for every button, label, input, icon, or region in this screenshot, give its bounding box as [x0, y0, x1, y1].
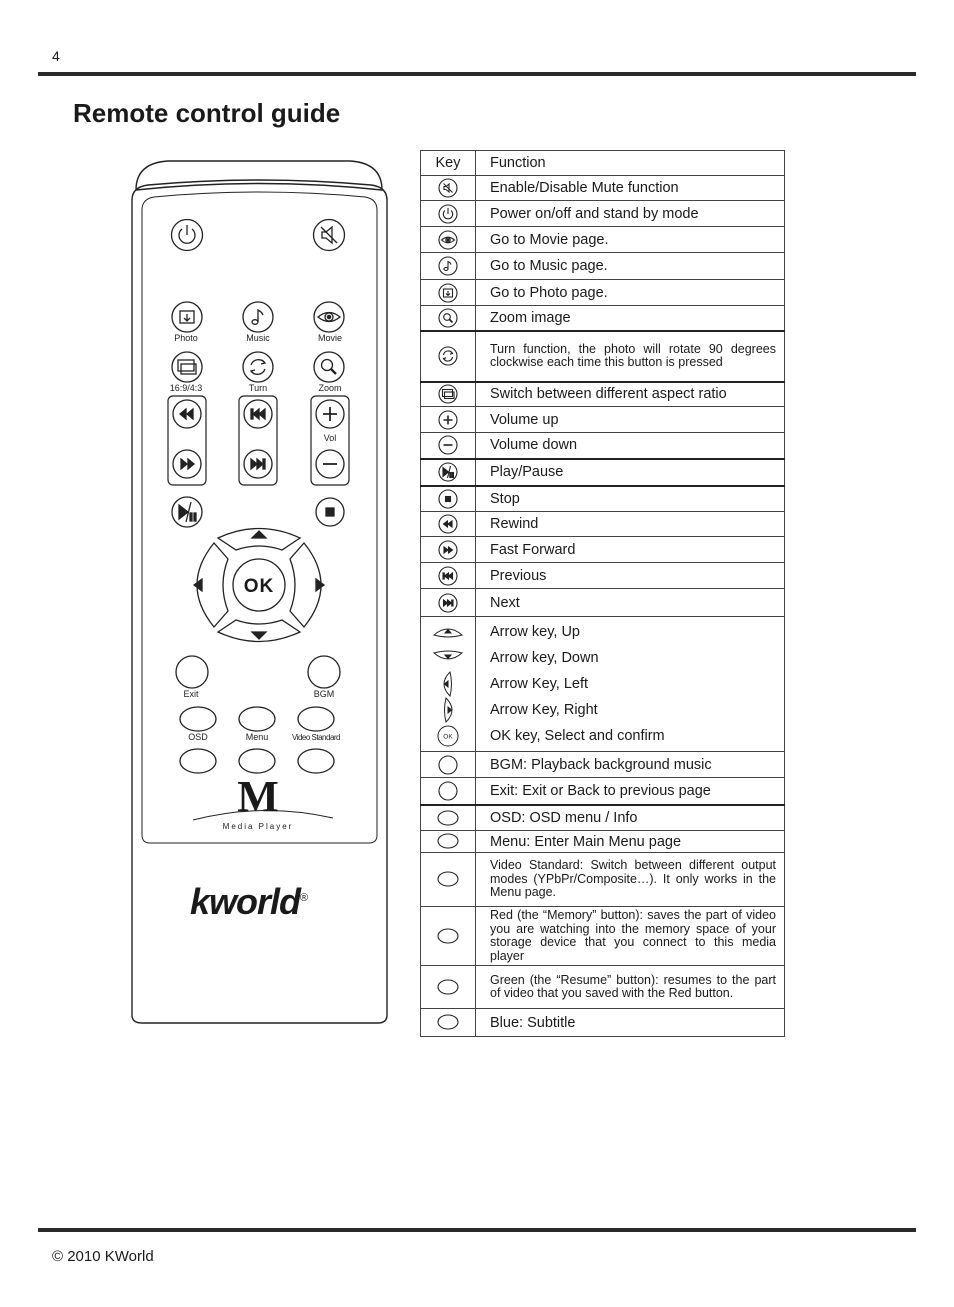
- function-cell: Exit: Exit or Back to previous page: [476, 778, 785, 805]
- oval-button-icon: [437, 1014, 459, 1030]
- function-cell: Go to Movie page.: [476, 227, 785, 253]
- table-row: [421, 433, 785, 459]
- movie-eye-icon: [438, 230, 458, 250]
- photo-label: Photo: [174, 333, 198, 343]
- key-cell: [421, 907, 476, 966]
- previous-button[interactable]: [243, 399, 273, 429]
- function-cell: Go to Photo page.: [476, 280, 785, 306]
- function-cell: Green (the “Resume” button): resumes to the part of video that you saved with the Red button.: [476, 966, 785, 1009]
- key-cell: [421, 752, 476, 778]
- table-row: [421, 382, 785, 407]
- function-cell: Next: [476, 589, 785, 617]
- oval-button-icon: [437, 810, 459, 826]
- turn-button[interactable]: [242, 351, 274, 383]
- key-cell: [421, 201, 476, 227]
- function-cell: Volume down: [476, 433, 785, 459]
- table-row: [421, 907, 785, 966]
- play-pause-icon: [438, 462, 458, 482]
- plus-icon: [438, 410, 458, 430]
- zoom-button[interactable]: [313, 351, 345, 383]
- power-button[interactable]: [170, 218, 204, 252]
- volume-up-button[interactable]: [315, 399, 345, 429]
- table-row: [421, 805, 785, 831]
- key-cell: [421, 617, 476, 752]
- oval-button-icon: [437, 928, 459, 944]
- table-row: [421, 306, 785, 331]
- table-row: [421, 778, 785, 805]
- function-cell: [476, 617, 785, 752]
- oval-button-icon: [437, 833, 459, 849]
- bgm-label: BGM: [313, 689, 335, 699]
- function-cell: Stop: [476, 486, 785, 512]
- key-cell: [421, 831, 476, 853]
- minus-icon: [438, 435, 458, 455]
- key-cell: [421, 459, 476, 486]
- arrow-function-text: Arrow Key, Right: [490, 702, 598, 718]
- arrow-function-text: Arrow key, Down: [490, 650, 599, 666]
- next-button[interactable]: [243, 449, 273, 479]
- key-cell: [421, 805, 476, 831]
- table-row: [421, 407, 785, 433]
- vol-label: Vol: [323, 433, 337, 443]
- key-cell: [421, 306, 476, 331]
- key-cell: [421, 1009, 476, 1037]
- key-cell: [421, 853, 476, 907]
- key-cell: [421, 966, 476, 1009]
- table-row: [421, 176, 785, 201]
- red-button[interactable]: [179, 748, 217, 774]
- fast-forward-button[interactable]: [172, 449, 202, 479]
- function-cell: Blue: Subtitle: [476, 1009, 785, 1037]
- key-cell: [421, 382, 476, 407]
- table-row: [421, 253, 785, 280]
- aspect-ratio-button[interactable]: [171, 351, 203, 383]
- arrow-right-icon: [432, 697, 464, 723]
- key-cell: [421, 778, 476, 805]
- aspect-label: 16:9/4:3: [169, 383, 203, 393]
- menu-button[interactable]: [238, 706, 276, 732]
- table-row: [421, 563, 785, 589]
- photo-button[interactable]: [171, 301, 203, 333]
- menu-label: Menu: [245, 732, 269, 742]
- turn-label: Turn: [248, 383, 268, 393]
- table-row: [421, 486, 785, 512]
- arrow-function-text: Arrow Key, Left: [490, 676, 589, 692]
- table-row: [421, 589, 785, 617]
- function-cell: Rewind: [476, 512, 785, 537]
- function-header: Function: [476, 151, 785, 176]
- key-cell: [421, 563, 476, 589]
- function-cell: Fast Forward: [476, 537, 785, 563]
- table-row: [421, 853, 785, 907]
- function-cell: Red (the “Memory” button): saves the part of video you are watching into the memory space of your storage device that you connect to this media player: [476, 907, 785, 966]
- video-standard-button[interactable]: [297, 706, 335, 732]
- arrow-function-text: OK key, Select and confirm: [490, 728, 665, 744]
- arrow-function-text: Arrow key, Up: [490, 624, 580, 640]
- key-cell: [421, 512, 476, 537]
- key-cell: [421, 589, 476, 617]
- stop-icon: [438, 489, 458, 509]
- key-cell: [421, 176, 476, 201]
- key-cell: [421, 253, 476, 280]
- table-row: [421, 831, 785, 853]
- key-cell: [421, 433, 476, 459]
- table-row: [421, 537, 785, 563]
- arrow-down-icon: [432, 645, 464, 671]
- green-button[interactable]: [238, 748, 276, 774]
- remote-control-illustration: [128, 155, 391, 1025]
- table-row-arrow-keys: [421, 617, 785, 752]
- key-function-table: [420, 150, 785, 1037]
- function-cell: Enable/Disable Mute function: [476, 176, 785, 201]
- oval-button-icon: [437, 871, 459, 887]
- mute-icon: [438, 178, 458, 198]
- table-row: [421, 459, 785, 486]
- function-cell: Volume up: [476, 407, 785, 433]
- ok-key-icon: [432, 723, 464, 749]
- page-number: 4: [52, 48, 60, 64]
- table-row: [421, 752, 785, 778]
- function-cell: Play/Pause: [476, 459, 785, 486]
- function-cell: Menu: Enter Main Menu page: [476, 831, 785, 853]
- ok-label: OK: [243, 576, 275, 597]
- zoom-label: Zoom: [318, 383, 342, 393]
- key-cell: [421, 331, 476, 382]
- next-icon: [438, 593, 458, 613]
- function-cell: Video Standard: Switch between different output modes (YPbPr/Composite…). It only works in the Menu page.: [476, 853, 785, 907]
- function-cell: Previous: [476, 563, 785, 589]
- page-title: Remote control guide: [73, 98, 341, 128]
- key-cell: [421, 537, 476, 563]
- key-cell: [421, 280, 476, 306]
- blue-button[interactable]: [297, 748, 335, 774]
- table-row: [421, 201, 785, 227]
- table-row: [421, 280, 785, 306]
- table-row: [421, 331, 785, 382]
- movie-button[interactable]: [313, 301, 345, 333]
- bgm-button[interactable]: [307, 655, 341, 689]
- footer-copyright: © 2010 KWorld: [52, 1248, 154, 1265]
- key-cell: [421, 227, 476, 253]
- photo-icon: [438, 283, 458, 303]
- function-cell: Zoom image: [476, 306, 785, 331]
- music-label: Music: [246, 333, 270, 343]
- exit-button[interactable]: [175, 655, 209, 689]
- movie-label: Movie: [317, 333, 343, 343]
- volume-down-button[interactable]: [315, 449, 345, 479]
- brand-logo: kworld®: [190, 881, 308, 922]
- rewind-button[interactable]: [172, 399, 202, 429]
- zoom-icon: [438, 308, 458, 328]
- power-icon: [438, 204, 458, 224]
- table-row: [421, 512, 785, 537]
- mute-button[interactable]: [312, 218, 346, 252]
- round-button-icon: [438, 755, 458, 775]
- m-logo: M: [237, 772, 279, 821]
- arrow-left-icon: [432, 671, 464, 697]
- oval-button-icon: [437, 979, 459, 995]
- aspect-ratio-icon: [438, 384, 458, 404]
- svg-text:OK: OK: [443, 733, 453, 741]
- table-row: [421, 966, 785, 1009]
- turn-icon: [438, 346, 458, 366]
- music-note-icon: [438, 256, 458, 276]
- function-cell: Power on/off and stand by mode: [476, 201, 785, 227]
- previous-icon: [438, 566, 458, 586]
- key-cell: [421, 486, 476, 512]
- table-header-row: [421, 151, 785, 176]
- media-player-label: Media Player: [222, 822, 294, 831]
- top-rule: [38, 72, 916, 76]
- function-cell: Turn function, the photo will rotate 90 degrees clockwise each time this button is pressed: [476, 331, 785, 382]
- table-row: [421, 227, 785, 253]
- exit-label: Exit: [183, 689, 199, 699]
- key-header: Key: [421, 151, 476, 176]
- function-cell: BGM: Playback background music: [476, 752, 785, 778]
- fast-forward-icon: [438, 540, 458, 560]
- osd-button[interactable]: [179, 706, 217, 732]
- arrow-up-icon: [432, 619, 464, 645]
- key-cell: [421, 407, 476, 433]
- music-button[interactable]: [242, 301, 274, 333]
- table-row: [421, 1009, 785, 1037]
- osd-label: OSD: [188, 732, 208, 742]
- function-cell: OSD: OSD menu / Info: [476, 805, 785, 831]
- function-cell: Switch between different aspect ratio: [476, 382, 785, 407]
- video-standard-label: Video Standard: [291, 733, 341, 742]
- function-cell: Go to Music page.: [476, 253, 785, 280]
- rewind-icon: [438, 514, 458, 534]
- round-button-icon: [438, 781, 458, 801]
- bottom-rule: [38, 1228, 916, 1232]
